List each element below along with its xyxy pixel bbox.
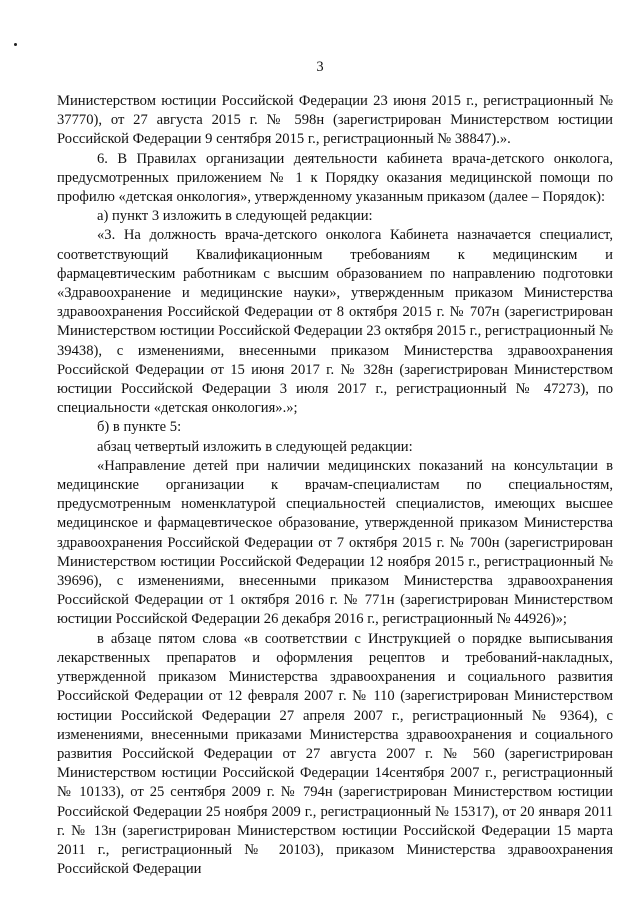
paragraph-quoted-point-3: «3. На должность врача-детского онколога Кабинета назначается специалист, соответствующий Квалификационным требованиям к медицинским и фармацевтическим работникам с высшим образованием по направлению подготовки «Здравоохранение и медицинские науки», утвержденным приказом Министерства здравоохранения Российской Федерации от 8 октября 2015 г. № 707н (зарегистрирован Министерством юстиции Российской Федерации 23 октября 2015 г., регистрационный № 39438), с изменениями, внесенными приказом Министерства здравоохранения Российской Федерации от 15 июня 2017 г. № 328н (зарегистрирован Министерством юстиции Российской Федерации 3 июля 2017 г., регистрационный № 47273), по специальности «детская онкология».»;: [57, 227, 614, 417]
paragraph-quoted-referral: «Направление детей при наличии медицинских показаний на консультации в медицинские организации к врачам-специалистам по специальностям, предусмотренным номенклатурой специальностей специалистов, имеющих высшее медицинское и фармацевтическое образование, утвержденной приказом Министерства здравоохранения Российской Федерации от 7 октября 2015 г. № 700н (зарегистрирован Министерством юстиции Российской Федерации 12 ноября 2015 г., регистрационный № 39696), с изменениями, внесенными приказом Министерства здравоохранения Российской Федерации от 1 октября 2016 г. № 771н (зарегистрирован Министерством юстиции Российской Федерации 26 декабря 2016 г., регистрационный № 44926)»;: [57, 457, 613, 628]
paragraph-subitem-b: б) в пункте 5:: [97, 419, 182, 436]
scan-speck: [14, 43, 17, 46]
document-body: [57, 92, 613, 879]
paragraph-fifth-abzac: в абзаце пятом слова «в соответствии с Инструкцией о порядке выписывания лекарственных препаратов и оформления рецептов и требований-накладных, утвержденной приказом Министерства здравоохранения и социального развития Российской Федерации от 12 февраля 2007 г. № 110 (зарегистрирован Министерством юстиции Российской Федерации 27 апреля 2007 г., регистрационный № 9364), с изменениями, внесенными приказами Министерства здравоохранения и социального развития Российской Федерации от 27 августа 2007 г. № 560 (зарегистрирован Министерством юстиции Российской Федерации 14сентября 2007 г., регистрационный № 10133), от 25 сентября 2009 г. № 794н (зарегистрирован Министерством юстиции Российской Федерации 25 ноября 2009 г., регистрационный № 15317), от 20 января 2011 г. № 13н (зарегистрирован Министерством юстиции Российской Федерации 15 марта 2011 г., регистрационный № 20103), приказом Министерства здравоохранения Российской Федерации: [57, 630, 613, 878]
paragraph-item-6: 6. В Правилах организации деятельности кабинета врача-детского онколога, предусмотренных приложением № 1 к Порядку оказания медицинской помощи по профилю «детская онкология», утвержденному указанным приказом (далее – Порядок):: [57, 150, 613, 206]
paragraph-subitem-a: а) пункт 3 изложить в следующей редакции:: [97, 208, 373, 225]
page-number: 3: [316, 59, 324, 75]
paragraph-continuation: Министерством юстиции Российской Федерации 23 июня 2015 г., регистрационный № 37770), от 27 августа 2015 г. № 598н (зарегистрирован Министерством юстиции Российской Федерации 9 сентября 2015 г., регистрационный № 38847).».: [57, 93, 613, 148]
paragraph-fourth-abzac-intro: абзац четвертый изложить в следующей редакции:: [97, 438, 413, 455]
